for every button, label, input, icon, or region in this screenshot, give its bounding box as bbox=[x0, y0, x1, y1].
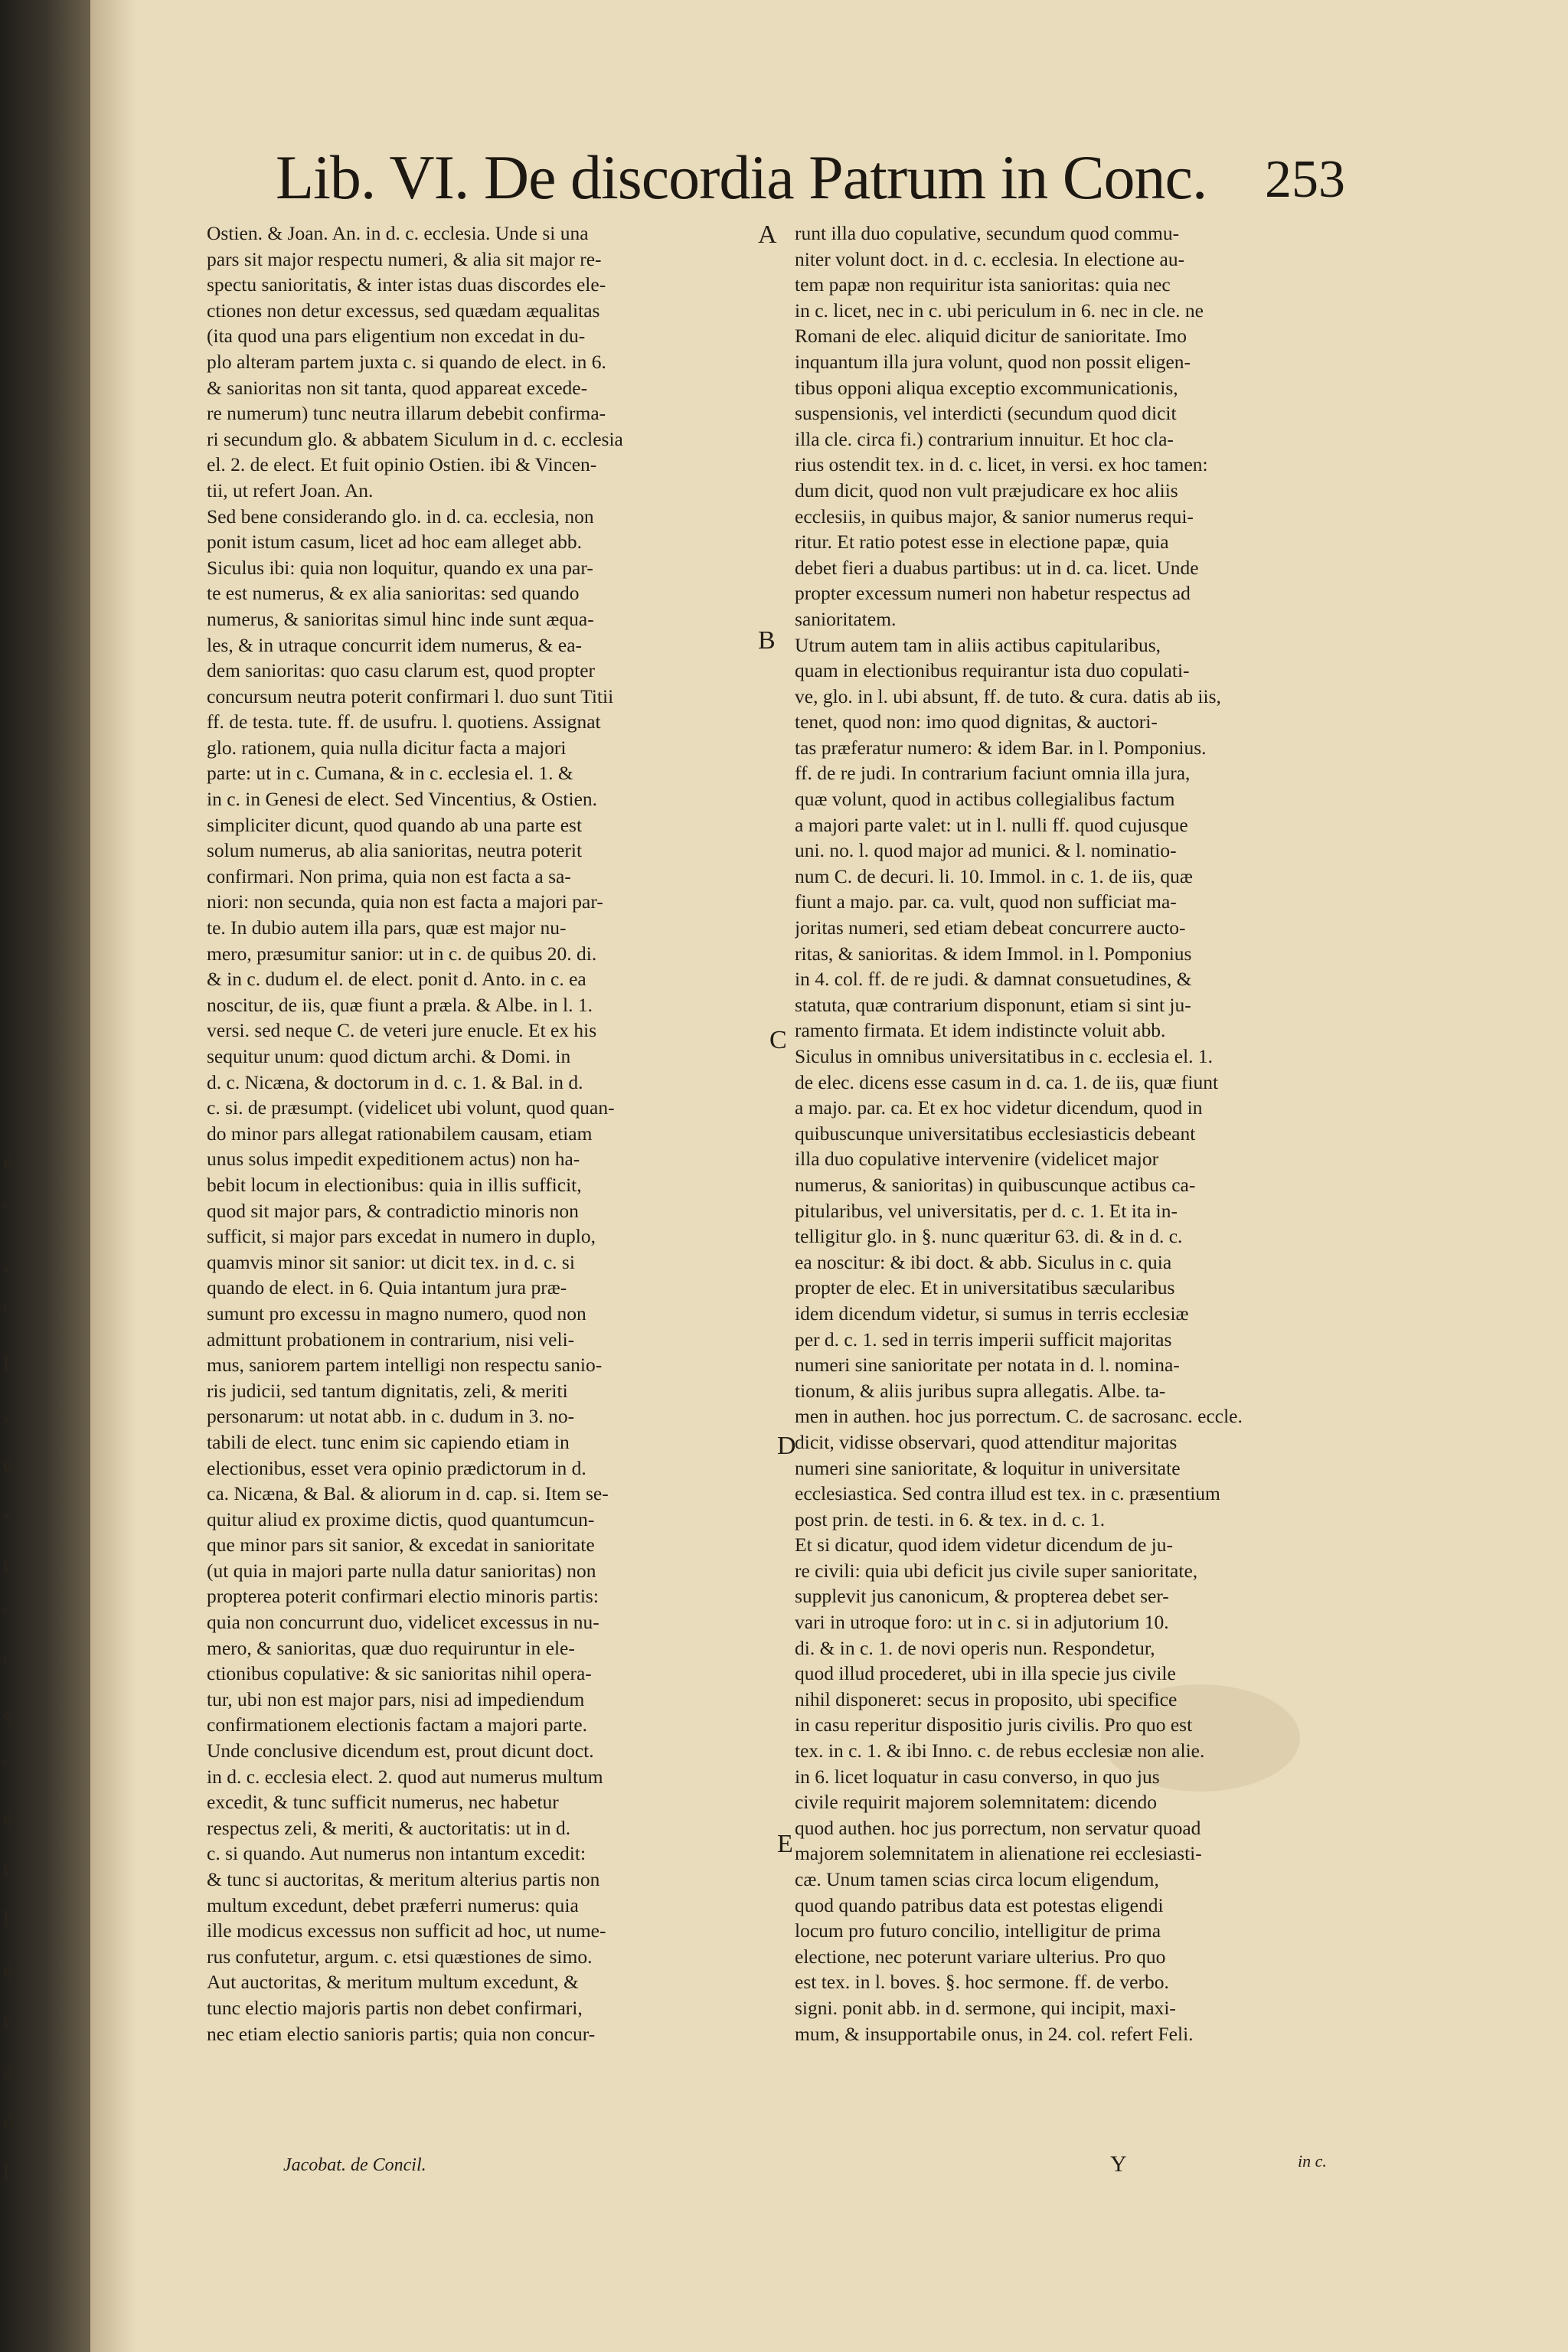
text-line: confirmari. Non prima, quia non est facta a sa- bbox=[207, 864, 571, 887]
text-line: que minor pars sit sanior, & excedat in sanioritate bbox=[207, 1534, 595, 1557]
text-line: sequitur unum: quod dictum archi. & Domi. in bbox=[207, 1045, 571, 1067]
text-line: numeri sine sanioritate, & loquitur in universitate bbox=[795, 1456, 1181, 1479]
text-line: vari in utroque foro: ut in c. si in adjutorium 10. bbox=[795, 1611, 1169, 1634]
text-line: tex. in c. 1. & ibi Inno. c. de rebus ecclesiæ non alie. bbox=[795, 1740, 1205, 1762]
text-line: concursum neutra poterit confirmari l. duo sunt Titii bbox=[207, 684, 614, 707]
text-line: propter de elec. Et in universitatibus sæcularibus bbox=[795, 1276, 1175, 1299]
text-line: majorem solemnitatem in alienatione rei ecclesiasti- bbox=[795, 1842, 1202, 1865]
margin-letter-e: E bbox=[777, 1830, 793, 1858]
facing-page-char: ' bbox=[3, 1199, 8, 1224]
facing-page-char: a bbox=[3, 2058, 14, 2083]
text-line: plo alteram partem juxta c. si quando de elect. in 6. bbox=[207, 350, 606, 373]
text-line: runt illa duo copulative, secundum quod commu- bbox=[795, 222, 1180, 244]
text-line: ille modicus excessus non sufficit ad hoc, ut nume- bbox=[207, 1919, 606, 1942]
text-line: Romani de elec. aliquid dicitur de sanioritate. Imo bbox=[795, 325, 1187, 348]
facing-page-char: e bbox=[3, 1957, 14, 1982]
text-line: & in c. dudum el. de elect. ponit d. Anto. in c. ea bbox=[207, 968, 586, 991]
text-line: idem dicendum videtur, si sumus in terris ecclesiæ bbox=[795, 1302, 1189, 1325]
text-line: glo. rationem, quia nulla dicitur facta a majori bbox=[207, 736, 567, 759]
text-line: Siculus in omnibus universitatibus in c. ecclesia el. 1. bbox=[795, 1045, 1214, 1067]
text-line: tabili de elect. tunc enim sic capiendo etiam in bbox=[207, 1430, 570, 1453]
text-line: a majo. par. ca. Et ex hoc videtur dicendum, quod in bbox=[795, 1096, 1203, 1119]
text-line: ff. de re judi. In contrarium faciunt omnia illa jura, bbox=[795, 762, 1191, 785]
text-line: & tunc si auctoritas, & meritum alterius partis non bbox=[207, 1868, 600, 1890]
text-line: in d. c. ecclesia elect. 2. quod aut numerus multum bbox=[207, 1765, 603, 1788]
text-line: quod sit major pars, & contradictio minoris non bbox=[207, 1199, 579, 1222]
text-line: quam in electionibus requirantur ista duo copulati- bbox=[795, 659, 1190, 682]
text-line: ritas, & sanioritas. & idem Immol. in l. Pomponius bbox=[795, 942, 1192, 965]
text-line: in c. licet, nec in c. ubi periculum in 6. nec in cle. ne bbox=[795, 299, 1204, 322]
text-line: pitularibus, vel universitatis, per d. c. 1. Et ita in- bbox=[795, 1199, 1178, 1222]
text-line: in casu reperitur dispositio juris civilis. Pro quo est bbox=[795, 1713, 1193, 1736]
text-line: dum dicit, quod non vult præjudicare ex hoc aliis bbox=[795, 479, 1178, 501]
text-line: quando de elect. in 6. Quia intantum jura præ- bbox=[207, 1276, 567, 1299]
facing-page-char: e bbox=[3, 1452, 14, 1477]
catchword: in c. bbox=[1298, 2151, 1327, 2171]
book-gutter bbox=[0, 0, 90, 2352]
text-line: Utrum autem tam in aliis actibus capitularibus, bbox=[795, 633, 1161, 656]
text-line: parte: ut in c. Cumana, & in c. ecclesia el. 1. & bbox=[207, 762, 573, 785]
text-line: a majori parte valet: ut in l. nulli ff. quod cujusque bbox=[795, 813, 1188, 836]
text-line: Siculus ibi: quia non loquitur, quando ex una par- bbox=[207, 556, 593, 579]
text-line: mero, & sanioritas, quæ duo requiruntur in ele- bbox=[207, 1636, 575, 1659]
margin-letter-a: A bbox=[758, 220, 777, 249]
text-line: tur, ubi non est major pars, nisi ad impediendum bbox=[207, 1687, 585, 1710]
text-line: Aut auctoritas, & meritum multum excedunt, & bbox=[207, 1971, 579, 1994]
text-line: de elec. dicens esse casum in d. ca. 1. de iis, quæ fiunt bbox=[795, 1070, 1219, 1093]
facing-page-char: ' bbox=[3, 1654, 8, 1679]
facing-page-char: r bbox=[3, 2007, 11, 2033]
text-line: quamvis minor sit sanior: ut dicit tex. in d. c. si bbox=[207, 1250, 575, 1273]
text-line: quitur aliud ex proxime dictis, quod quantumcun- bbox=[207, 1508, 595, 1530]
text-line: in c. in Genesi de elect. Sed Vincentius, & Ostien. bbox=[207, 788, 598, 811]
text-line: illa cle. circa fi.) contrarium innuitur. Et hoc cla- bbox=[795, 427, 1174, 450]
text-line: bebit locum in electionibus: quia in illis sufficit, bbox=[207, 1173, 582, 1196]
text-line: tem papæ non requiritur ista sanioritas: quia nec bbox=[795, 273, 1171, 296]
text-line: te. In dubio autem illa pars, quæ est major nu- bbox=[207, 916, 567, 939]
text-line: admittunt probationem in contrarium, nisi veli- bbox=[207, 1328, 575, 1351]
text-line: numerus, & sanioritas simul hinc inde sunt æqua- bbox=[207, 607, 594, 630]
facing-page-char: , bbox=[3, 1401, 9, 1426]
text-line: el. 2. de elect. Et fuit opinio Ostien. ibi & Vincen- bbox=[207, 453, 597, 476]
text-line: (ut quia in majori parte nulla datur sanioritas) non bbox=[207, 1559, 596, 1582]
facing-page-char: ' bbox=[3, 1300, 8, 1325]
margin-letter-d: D bbox=[777, 1432, 796, 1460]
text-line: in 6. licet loquatur in casu converso, in quo jus bbox=[795, 1765, 1160, 1788]
text-line: di. & in c. 1. de novi operis nun. Respondetur, bbox=[795, 1636, 1155, 1659]
facing-page-char: ' bbox=[3, 1755, 8, 1780]
text-line: telligitur glo. in §. nunc quæritur 63. di. & in d. c. bbox=[795, 1225, 1183, 1248]
text-line: ecclesiastica. Sed contra illud est tex. in c. præsentium bbox=[795, 1482, 1220, 1505]
facing-page-char: l bbox=[3, 1351, 10, 1376]
text-line: Ostien. & Joan. An. in d. c. ecclesia. Unde si una bbox=[207, 222, 589, 244]
text-line: propter excessum numeri non habetur respectus ad bbox=[795, 582, 1191, 605]
text-line: illa duo copulative intervenire (videlicet major bbox=[795, 1148, 1159, 1171]
text-line: niter volunt doct. in d. c. ecclesia. In electione au- bbox=[795, 247, 1185, 270]
text-line: mus, saniorem partem intelligi non respectu sanio- bbox=[207, 1354, 603, 1377]
text-line: tibus opponi aliqua exceptio excommunicationis, bbox=[795, 376, 1178, 399]
text-line: versi. sed neque C. de veteri jure enucle. Et ex his bbox=[207, 1019, 597, 1042]
text-line: signi. ponit abb. in d. sermone, qui incipit, maxi- bbox=[795, 1996, 1176, 2019]
margin-letter-b: B bbox=[758, 626, 776, 655]
text-line: ff. de testa. tute. ff. de usufru. l. quotiens. Assignat bbox=[207, 710, 601, 733]
text-line: quod quando patribus data est potestas eligendi bbox=[795, 1893, 1164, 1916]
text-line: numerus, & sanioritas) in quibuscunque actibus ca- bbox=[795, 1173, 1196, 1196]
text-line: cæ. Unum tamen scias circa locum eligendum, bbox=[795, 1868, 1159, 1890]
text-line: do minor pars allegat rationabilem causam, etiam bbox=[207, 1122, 593, 1145]
text-line: dicit, vidisse observari, quod attenditur majoritas bbox=[795, 1430, 1178, 1453]
text-line: & sanioritas non sit tanta, quod appareat excede- bbox=[207, 376, 588, 399]
text-line: ponit istum casum, licet ad hoc eam alleget abb. bbox=[207, 531, 583, 554]
text-line: electione, nec poterunt variare ulterius. Pro quo bbox=[795, 1945, 1166, 1968]
text-line: Sed bene considerando glo. in d. ca. ecclesia, non bbox=[207, 505, 594, 528]
text-line: per d. c. 1. sed in terris imperii sufficit majoritas bbox=[795, 1328, 1172, 1351]
text-line: quia non concurrunt duo, videlicet excessus in nu- bbox=[207, 1611, 599, 1634]
text-line: tii, ut refert Joan. An. bbox=[207, 479, 374, 501]
text-line: solum numerus, ab alia sanioritas, neutra poterit bbox=[207, 839, 583, 862]
text-line: c. si. de præsumpt. (videlicet ubi volunt, quod quan- bbox=[207, 1096, 615, 1119]
text-line: (ita quod una pars eligentium non excedat in du- bbox=[207, 325, 586, 348]
text-line: nihil disponeret: secus in proposito, ubi specifice bbox=[795, 1687, 1178, 1710]
text-line: ctionibus copulative: & sic sanioritas nihil opera- bbox=[207, 1662, 592, 1685]
text-line: locum pro futuro concilio, intelligitur de prima bbox=[795, 1919, 1161, 1942]
text-line: supplevit jus canonicum, & propterea debet ser- bbox=[795, 1585, 1169, 1608]
text-line: ca. Nicæna, & Bal. & aliorum in d. cap. si. Item se- bbox=[207, 1482, 609, 1505]
text-line: debet fieri a duabus partibus: ut in d. ca. licet. Unde bbox=[795, 556, 1199, 579]
text-line: te est numerus, & ex alia sanioritas: sed quando bbox=[207, 582, 580, 605]
text-line: nec etiam electio sanioris partis; quia non concur- bbox=[207, 2022, 596, 2045]
text-line: fiunt a majo. par. ca. vult, quod non sufficiat ma- bbox=[795, 890, 1177, 913]
text-line: ve, glo. in l. ubi absunt, ff. de tuto. & cura. datis ab iis, bbox=[795, 684, 1221, 707]
text-line: uni. no. l. quod major ad munici. & l. nominatio- bbox=[795, 839, 1177, 862]
facing-page-char: l. bbox=[3, 2159, 15, 2184]
facing-page-char: l bbox=[3, 1906, 10, 1932]
facing-page-char: e bbox=[3, 1805, 14, 1831]
text-line: c. si quando. Aut numerus non intantum excedit: bbox=[207, 1842, 586, 1865]
text-line: ri secundum glo. & abbatem Siculum in d. c. ecclesia bbox=[207, 427, 623, 450]
facing-page-char: s bbox=[3, 1704, 12, 1730]
text-line: quibuscunque universitatibus ecclesiasticis debeant bbox=[795, 1122, 1196, 1145]
running-header: Lib. VI. De discordia Patrum in Conc. bbox=[276, 142, 1207, 212]
text-line: inquantum illa jura volunt, quod non possit eligen- bbox=[795, 350, 1191, 373]
text-line: tionum, & aliis juribus supra allegatis. Albe. ta- bbox=[795, 1379, 1166, 1402]
text-line: ritur. Et ratio potest esse in electione papæ, quia bbox=[795, 531, 1169, 554]
text-line: niori: non secunda, quia non est facta a majori par- bbox=[207, 890, 603, 913]
text-line: tenet, quod non: imo quod dignitas, & auctori- bbox=[795, 710, 1158, 733]
text-line: respectus zeli, & meriti, & auctoritatis: ut in d. bbox=[207, 1816, 571, 1839]
signature-mark: Y bbox=[1110, 2151, 1127, 2177]
text-line: ctiones non detur excessus, sed quædam æqualitas bbox=[207, 299, 600, 322]
text-line: sufficit, si major pars excedat in numero in duplo, bbox=[207, 1225, 596, 1248]
text-line: excedit, & tunc sufficit numerus, nec habetur bbox=[207, 1791, 559, 1814]
text-line: post prin. de testi. in 6. & tex. in d. c. 1. bbox=[795, 1508, 1106, 1530]
text-line: ris judicii, sed tantum dignitatis, zeli, & meriti bbox=[207, 1379, 568, 1402]
text-line: rius ostendit tex. in d. c. licet, in versi. ex hoc tamen: bbox=[795, 453, 1208, 476]
text-line: men in authen. hoc jus porrectum. C. de sacrosanc. eccle. bbox=[795, 1405, 1243, 1428]
text-line: statuta, quæ contrarium disponunt, etiam si sint ju- bbox=[795, 993, 1191, 1016]
text-line: multum excedunt, debet præferri numerus: quia bbox=[207, 1893, 579, 1916]
text-line: quod authen. hoc jus porrectum, non servatur quoad bbox=[795, 1816, 1201, 1839]
text-line: suspensionis, vel interdicti (secundum quod dicit bbox=[795, 402, 1177, 425]
facing-page-char: ' bbox=[3, 1603, 8, 1628]
facing-page-char: , bbox=[3, 1250, 9, 1275]
facing-page-char: t bbox=[3, 1553, 10, 1578]
right-text-column bbox=[795, 220, 1340, 2047]
text-line: pars sit major respectu numeri, & alia sit major re- bbox=[207, 247, 602, 270]
facing-page-char: e bbox=[3, 1148, 14, 1174]
text-line: quæ volunt, quod in actibus collegialibus factum bbox=[795, 788, 1175, 811]
facing-page-char: - bbox=[3, 1502, 11, 1527]
margin-letter-c: C bbox=[769, 1026, 787, 1054]
text-line: joritas numeri, sed etiam debeat concurrere aucto- bbox=[795, 916, 1186, 939]
text-line: mero, præsumitur sanior: ut in c. de quibus 20. di. bbox=[207, 942, 597, 965]
text-line: mum, & insupportabile onus, in 24. col. refert Feli. bbox=[795, 2022, 1194, 2045]
text-line: dem sanioritas: quo casu clarum est, quod propter bbox=[207, 659, 596, 682]
text-line: Et si dicatur, quod idem videtur dicendum de ju- bbox=[795, 1534, 1173, 1557]
text-line: re civili: quia ubi deficit jus civile super sanioritate, bbox=[795, 1559, 1198, 1582]
page-number: 253 bbox=[1265, 150, 1345, 209]
text-line: tas præferatur numero: & idem Bar. in l. Pomponius. bbox=[795, 736, 1207, 759]
text-line: tunc electio majoris partis non debet confirmari, bbox=[207, 1996, 583, 2019]
text-line: ramento firmata. Et idem indistincte voluit abb. bbox=[795, 1019, 1166, 1042]
text-line: sanioritatem. bbox=[795, 607, 897, 630]
text-line: les, & in utraque concurrit idem numerus, & ea- bbox=[207, 633, 583, 656]
text-line: sumunt pro excessu in magno numero, quod non bbox=[207, 1302, 586, 1325]
text-line: Unde conclusive dicendum est, prout dicunt doct. bbox=[207, 1740, 594, 1762]
text-line: est tex. in l. boves. §. hoc sermone. ff. de verbo. bbox=[795, 1971, 1169, 1994]
text-line: simpliciter dicunt, quod quando ab una parte est bbox=[207, 813, 583, 836]
text-line: propterea poterit confirmari electio minoris partis: bbox=[207, 1585, 599, 1608]
text-line: unus solus impedit expeditionem actus) non ha- bbox=[207, 1148, 580, 1171]
text-line: re numerum) tunc neutra illarum debebit confirma- bbox=[207, 402, 606, 425]
text-line: ecclesiis, in quibus major, & sanior numerus requi- bbox=[795, 505, 1194, 528]
text-line: numeri sine sanioritate per notata in d. l. nomina- bbox=[795, 1354, 1180, 1377]
text-line: noscitur, de iis, quæ fiunt a præla. & Albe. in l. 1. bbox=[207, 993, 593, 1016]
footer-note: Jacobat. de Concil. bbox=[283, 2155, 426, 2175]
text-line: ea noscitur: & ibi doct. & abb. Siculus in c. quia bbox=[795, 1250, 1172, 1273]
text-line: num C. de decuri. li. 10. Immol. in c. 1. de iis, quæ bbox=[795, 864, 1193, 887]
text-line: personarum: ut notat abb. in c. dudum in 3. no- bbox=[207, 1405, 575, 1428]
text-line: confirmationem electionis factam a majori parte. bbox=[207, 1713, 588, 1736]
text-line: rus confutetur, argum. c. etsi quæstiones de simo. bbox=[207, 1945, 593, 1968]
text-line: civile requirit majorem solemnitatem: dicendo bbox=[795, 1791, 1158, 1814]
text-line: quod illud procederet, ubi in illa specie jus civile bbox=[795, 1662, 1176, 1685]
facing-page-char: d bbox=[3, 2109, 15, 2134]
text-line: spectu sanioritatis, & inter istas duas discordes ele- bbox=[207, 273, 606, 296]
text-line: electionibus, esset vera opinio prædictorum in d. bbox=[207, 1456, 586, 1479]
facing-page-char: t bbox=[3, 1856, 10, 1881]
text-line: in 4. col. ff. de re judi. & damnat consuetudines, & bbox=[795, 968, 1192, 991]
left-text-column bbox=[207, 220, 752, 2047]
text-line: d. c. Nicæna, & doctorum in d. c. 1. & Bal. in d. bbox=[207, 1070, 583, 1093]
